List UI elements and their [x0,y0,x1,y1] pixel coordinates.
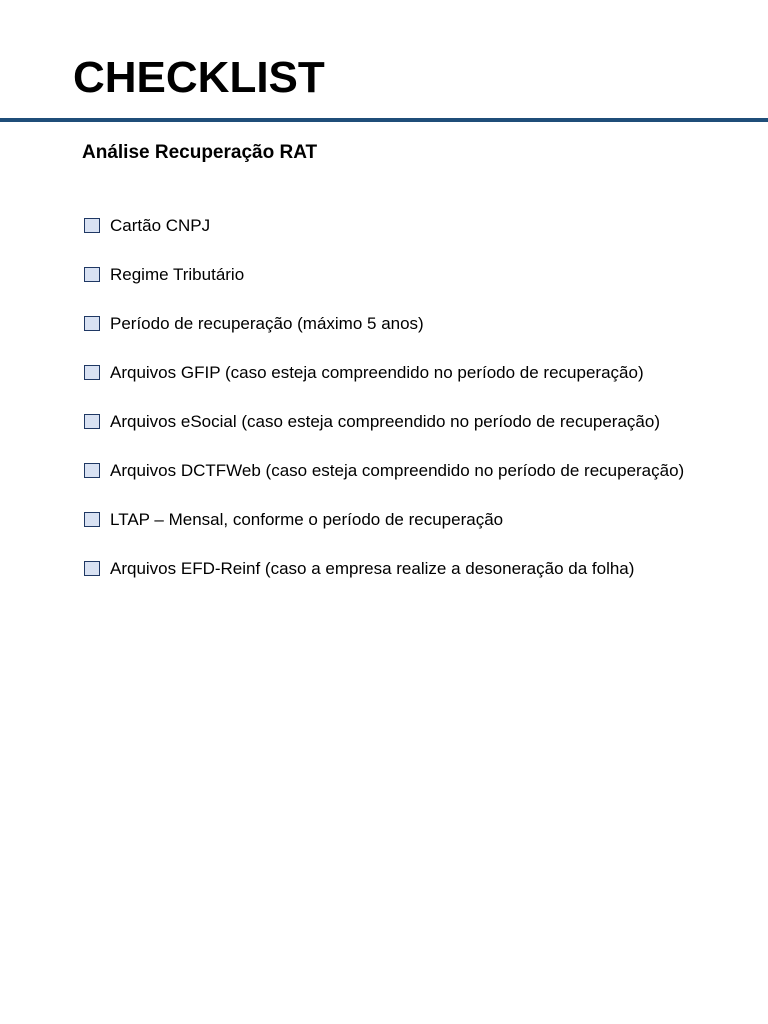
checkbox-arquivos-esocial[interactable] [84,414,100,429]
checklist-item-cartao-cnpj [84,214,704,253]
checkbox-periodo-recuperacao[interactable] [84,316,100,331]
checkbox-ltap-mensal[interactable] [84,512,100,527]
checklist-item-label: Arquivos GFIP (caso esteja compreendido no período de recuperação) [110,363,644,382]
checkbox-arquivos-dctfweb[interactable] [84,463,100,478]
checklist-item-arquivos-esocial [84,410,704,449]
document-subtitle: Análise Recuperação RAT [82,142,318,163]
checkbox-regime-tributario[interactable] [84,267,100,282]
checkbox-arquivos-efd-reinf[interactable] [84,561,100,576]
page-title: CHECKLIST [73,53,325,102]
checklist-item-label: Regime Tributário [110,265,245,284]
checklist-item-ltap-mensal [84,508,704,547]
checklist-item-arquivos-efd-reinf [84,557,704,596]
checklist-item-arquivos-dctfweb [84,459,704,498]
checklist [84,214,704,606]
checklist-item-label: Cartão CNPJ [110,216,211,235]
checklist-item-label: Arquivos eSocial (caso esteja compreendido no período de recuperação) [110,412,660,431]
checklist-item-periodo-recuperacao [84,312,704,351]
checklist-item-arquivos-gfip [84,361,704,400]
checklist-item-label: Período de recuperação (máximo 5 anos) [110,314,424,333]
checklist-item-regime-tributario [84,263,704,302]
checkbox-arquivos-gfip[interactable] [84,365,100,380]
title-divider [0,118,768,122]
checklist-item-label: Arquivos EFD-Reinf (caso a empresa realize a desoneração da folha) [110,559,635,578]
checklist-item-label: Arquivos DCTFWeb (caso esteja compreendido no período de recuperação) [110,461,685,480]
checkbox-cartao-cnpj[interactable] [84,218,100,233]
checklist-item-label: LTAP – Mensal, conforme o período de recuperação [110,510,504,529]
